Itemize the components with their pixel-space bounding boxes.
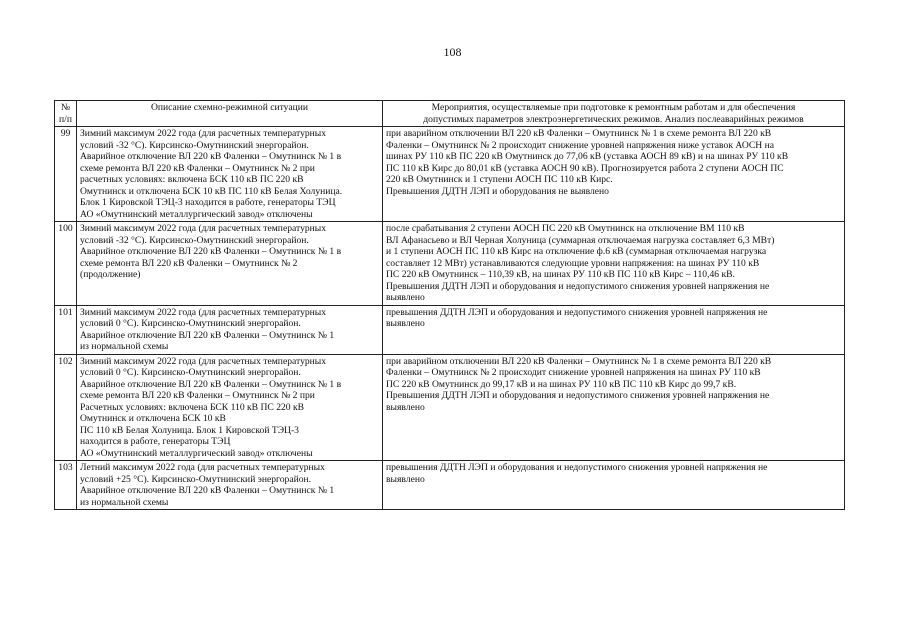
description-line: находится в работе, генераторы ТЭЦ [80,436,231,447]
header-measures-line: допустимых параметров электроэнергетических режимов. Анализ послеаварийных режимов [423,113,804,125]
measures-line: и 1 ступени АОСН ПС 110 кВ Кирс на отключение ф.6 кВ (суммарная отключаемая нагрузка [386,246,767,257]
measures-line: ВЛ Афанасьево и ВЛ Черная Холуница (суммарная отключаемая нагрузка составляет 6,3 МВт) [386,234,775,246]
measures-line: после срабатывания 2 ступени АОСН ПС 220 кВ Омутнинск на отключение ВМ 110 кВ [386,223,745,234]
row-description [77,354,383,461]
row-number: 101 [55,305,77,354]
row-measures [383,127,845,222]
table-row [55,222,845,306]
description-line: Зимний максимум 2022 года (для расчетных температурных [80,128,327,139]
measures-line: 220 кВ Омутнинск и 1 ступени АОСН ПС 110 кВ Кирс. [386,174,613,185]
description-line: условий +25 °С). Кирсинско-Омутнинский энергорайон. [80,473,312,485]
description-line: Омутнинск и отключена БСК 10 кВ [80,413,226,424]
header-number-line: № [60,102,71,113]
row-description [77,461,383,510]
header-description [77,101,383,127]
row-measures [383,222,845,306]
measures-line: ПС 220 кВ Омутнинск – 110,39 кВ, на шинах РУ 110 кВ ПС 110 кВ Кирс – 110,46 кВ. [386,269,735,280]
measures-line: превышения ДДТН ЛЭП и оборудования и недопустимого снижения уровней напряжения не [386,306,768,318]
row-measures [383,354,845,461]
row-measures [383,305,845,354]
description-line: из нормальной схемы [80,341,169,352]
description-line: условий -32 °С). Кирсинско-Омутнинский энергорайон. [80,234,309,246]
row-number: 99 [55,127,77,222]
description-line: схеме ремонта ВЛ 220 кВ Фаленки – Омутнинск № 2 при [80,390,315,401]
regime-table [54,100,845,510]
measures-line: выявлено [386,401,425,413]
measures-line: выявлено [386,318,425,329]
table-row [55,461,845,510]
row-measures [383,461,845,510]
header-number [55,101,77,127]
measures-line: Превышения ДДТН ЛЭП и оборудования не выявлено [386,185,609,197]
measures-line: при аварийном отключении ВЛ 220 кВ Фаленки – Омутнинск № 1 в схеме ремонта ВЛ 220 кВ [386,355,772,367]
measures-line: выявлено [386,292,425,303]
measures-line: ПС 220 кВ Омутнинск до 99,17 кВ и на шинах РУ 110 кВ ПС 110 кВ Кирс до 99,7 кВ. [386,378,737,390]
description-line: АО «Омутнинский металлургический завод» отключены [80,447,313,459]
description-line: Аварийное отключение ВЛ 220 кВ Фаленки – Омутнинск № 1 в [80,151,342,162]
measures-line: ПС 110 кВ Кирс до 80,01 кВ (уставка АОСН 90 кВ). Прогнозируется работа 2 ступени АОСН ПС [386,162,784,174]
page-number: 108 [443,45,462,59]
table-body [55,127,845,510]
measures-line: Фаленки – Омутнинск № 2 происходит снижение уровней напряжения на шинах РУ 110 кВ [386,367,761,378]
description-line: условий 0 °С). Кирсинско-Омутнинский энергорайон. [80,318,301,329]
description-line: Зимний максимум 2022 года (для расчетных температурных [80,306,327,318]
header-number-line: п/п [59,113,72,125]
measures-line: шинах РУ 110 кВ ПС 220 кВ Омутнинск до 77,06 кВ (уставка АОСН 89 кВ) и на шинах РУ 110 кВ [386,151,789,162]
description-line: Блок 1 Кировской ТЭЦ-3 находится в работе, генераторы ТЭЦ [80,197,336,208]
measures-line: превышения ДДТН ЛЭП и оборудования и недопустимого снижения уровней напряжения не [386,462,768,473]
row-number: 100 [55,222,77,306]
header-measures [383,101,845,127]
measures-line: Превышения ДДТН ЛЭП и оборудования и недопустимого снижения уровней напряжения не [386,390,770,401]
table-header-row [55,101,845,127]
description-line: расчетных условиях: включена БСК 110 кВ ПС 220 кВ [80,174,304,185]
description-line: Аварийное отключение ВЛ 220 кВ Фаленки – Омутнинск № 1 [80,485,335,496]
row-description [77,222,383,306]
table-row [55,127,845,222]
description-line: Расчетных условиях: включена БСК 110 кВ ПС 220 кВ [80,401,305,413]
description-line: Зимний максимум 2022 года (для расчетных температурных [80,355,327,367]
description-line: Летний максимум 2022 года (для расчетных температурных [80,462,325,473]
description-line: Аварийное отключение ВЛ 220 кВ Фаленки – Омутнинск № 1 в [80,246,342,257]
description-line: ПС 110 кВ Белая Холуница. Блок 1 Кировской ТЭЦ-3 [80,424,299,436]
row-number: 103 [55,461,77,510]
row-number: 102 [55,354,77,461]
description-line: Аварийное отключение ВЛ 220 кВ Фаленки – Омутнинск № 1 [80,329,335,341]
measures-line: Фаленки – Омутнинск № 2 происходит снижение уровней напряжения ниже уставок АОСН на [386,139,774,151]
description-line: схеме ремонта ВЛ 220 кВ Фаленки – Омутнинск № 2 [80,257,298,269]
description-line: условий 0 °С). Кирсинско-Омутнинский энергорайон. [80,367,301,378]
measures-line: выявлено [386,473,425,485]
description-line: условий -32 °С). Кирсинско-Омутнинский энергорайон. [80,139,309,151]
description-line: (продолжение) [80,269,141,280]
description-line: из нормальной схемы [80,496,169,508]
description-line: АО «Омутнинский металлургический завод» отключены [80,208,313,220]
header-measures-line: Мероприятия, осуществляемые при подготовке к ремонтным работам и для обеспечения [431,102,796,113]
description-line: Аварийное отключение ВЛ 220 кВ Фаленки – Омутнинск № 1 в [80,378,342,390]
description-line: схеме ремонта ВЛ 220 кВ Фаленки – Омутнинск № 2 при [80,162,315,174]
row-description [77,127,383,222]
table-row [55,305,845,354]
header-description-text: Описание схемно-режимной ситуации [150,102,309,113]
row-description [77,305,383,354]
measures-line: при аварийном отключении ВЛ 220 кВ Фаленки – Омутнинск № 1 в схеме ремонта ВЛ 220 кВ [386,128,772,139]
measures-line: составляет 12 МВт) устанавливаются следующие уровни напряжения: на шинах РУ 110 кВ [386,257,760,269]
description-line: Омутнинск и отключена БСК 10 кВ ПС 110 кВ Белая Холуница. [80,185,343,197]
table-row [55,354,845,461]
measures-line: Превышения ДДТН ЛЭП и оборудования и недопустимого снижения уровней напряжения не [386,280,770,292]
description-line: Зимний максимум 2022 года (для расчетных температурных [80,223,327,234]
